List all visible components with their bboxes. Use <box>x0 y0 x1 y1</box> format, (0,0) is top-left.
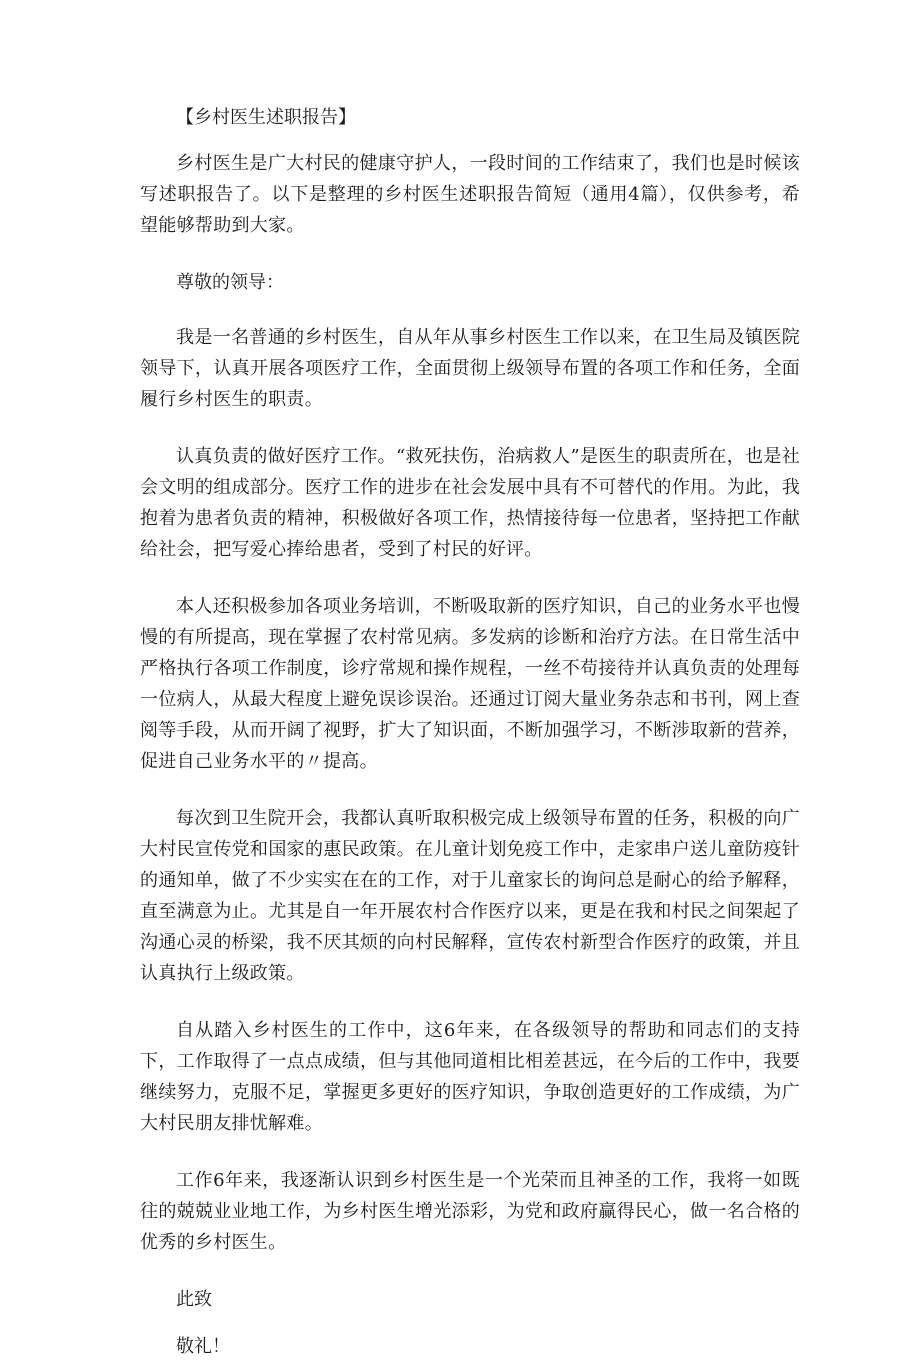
body-paragraph-1: 我是一名普通的乡村医生，自从年从事乡村医生工作以来，在卫生局及镇医院领导下，认真开展各项医疗工作，全面贯彻上级领导布置的各项工作和任务，全面履行乡村医生的职责。 <box>140 327 800 410</box>
body-paragraph-6: 工作6年来，我逐渐认识到乡村医生是一个光荣而且神圣的工作，我将一如既往的兢兢业业地工作，为乡村医生增光添彩，为党和政府赢得民心，做一名合格的优秀的乡村医生。 <box>140 1170 800 1253</box>
intro-paragraph: 乡村医生是广大村民的健康守护人，一段时间的工作结束了，我们也是时候该写述职报告了。以下是整理的乡村医生述职报告简短（通用4篇），仅供参考，希望能够帮助到大家。 <box>140 153 800 236</box>
document-title: 【乡村医生述职报告】 <box>176 107 356 128</box>
salutation: 尊敬的领导： <box>176 272 284 293</box>
body-paragraph-3: 本人还积极参加各项业务培训，不断吸取新的医疗知识，自己的业务水平也慢慢的有所提高，现在掌握了农村常见病。多发病的诊断和治疗方法。在日常生活中严格执行各项工作制度，诊疗常规和操作规程，一丝不苟接待并认真负责的处理每一位病人，从最大程度上避免误诊误治。还通过订阅大量业务杂志和书刊，网上查阅等手段，从而开阔了视野，扩大了知识面，不断加强学习，不断涉取新的营养，促进自己业务水平的〃提高。 <box>140 596 800 772</box>
body-paragraph-5: 自从踏入乡村医生的工作中，这6年来，在各级领导的帮助和同志们的支持下，工作取得了一点点成绩，但与其他同道相比相差甚远，在今后的工作中，我要继续努力，克服不足，掌握更多更好的医疗知识，争取创造更好的工作成绩，为广大村民朋友排忧解难。 <box>140 1020 800 1134</box>
closing-line-2: 敬礼！ <box>176 1336 230 1357</box>
body-paragraph-4: 每次到卫生院开会，我都认真听取积极完成上级领导布置的任务，积极的向广大村民宣传党和国家的惠民政策。在儿童计划免疫工作中，走家串户送儿童防疫针的通知单，做了不少实实在在的工作，对于儿童家长的询问总是耐心的给予解释，直至满意为止。尤其是自一年开展农村合作医疗以来，更是在我和村民之间架起了沟通心灵的桥梁，我不厌其烦的向村民解释，宣传农村新型合作医疗的政策，并且认真执行上级政策。 <box>140 808 800 984</box>
closing-line-1: 此致 <box>176 1289 212 1310</box>
body-paragraph-2: 认真负责的做好医疗工作。“救死扶伤，治病救人”是医生的职责所在，也是社会文明的组成部分。医疗工作的进步在社会发展中具有不可替代的作用。为此，我抱着为患者负责的精神，积极做好各项工作，热情接待每一位患者，坚持把工作献给社会，把写爱心捧给患者，受到了村民的好评。 <box>140 446 800 560</box>
document-page <box>140 102 800 1362</box>
